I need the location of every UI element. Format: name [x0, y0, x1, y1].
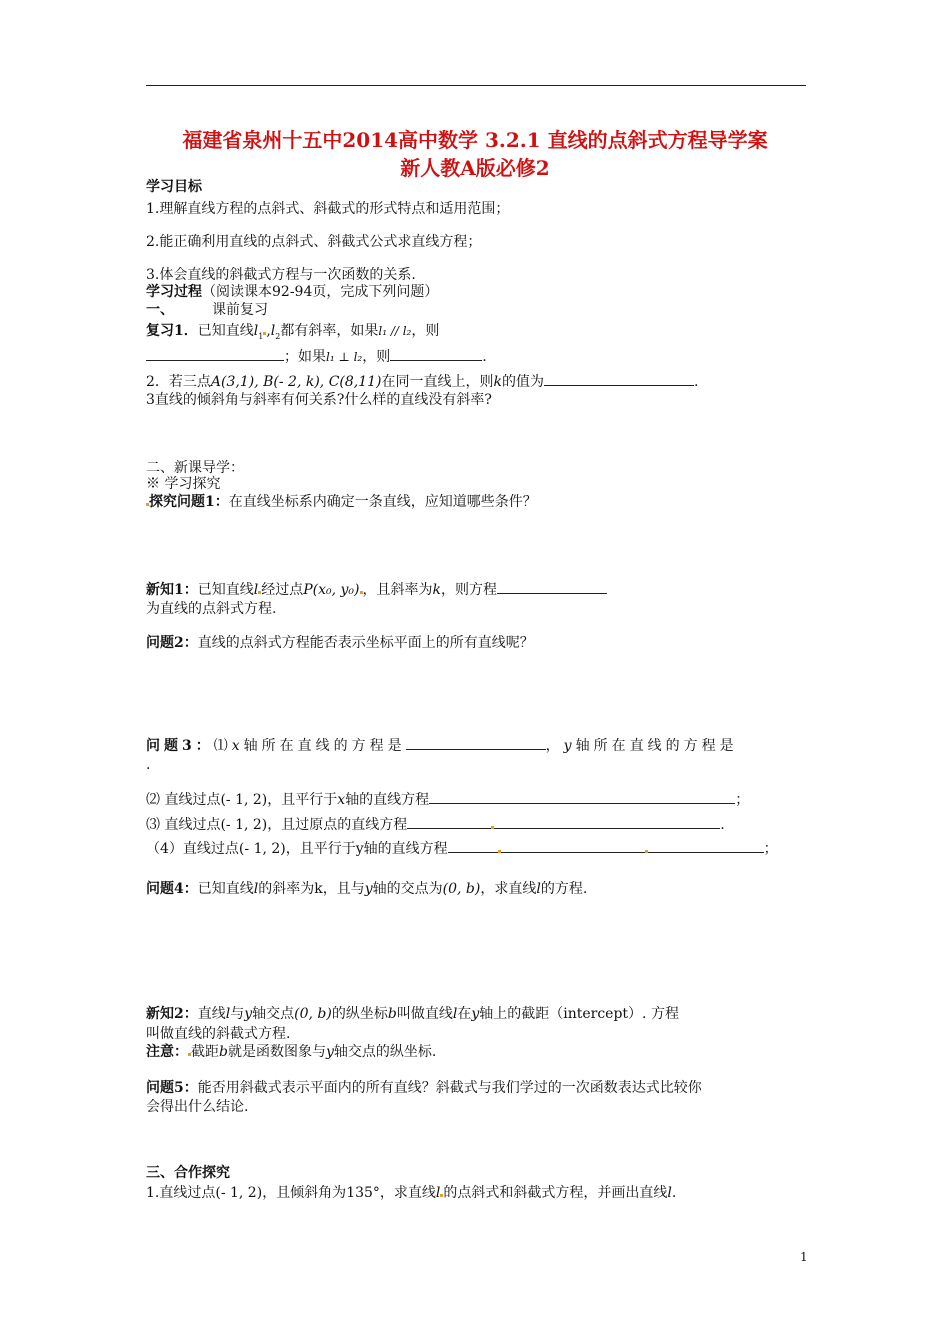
q2-line	[146, 634, 534, 652]
coop-item1-end: .	[671, 1185, 677, 1201]
nk2-line2: 叫做直线的斜截式方程.	[146, 1026, 291, 1042]
q4-text-c: 轴的交点为	[372, 881, 443, 897]
q3-3-text-b: ，且过原点的直线方程	[267, 817, 408, 833]
nk2-text-b: 与	[230, 1006, 245, 1022]
goal-item-1: 1.理解直线方程的点斜式、斜截式的形式特点和适用范围；	[146, 201, 510, 217]
review2-end: .	[694, 374, 699, 390]
answer-blank[interactable]	[497, 580, 607, 594]
q3-point: (- 1, 2)	[220, 792, 268, 808]
review1-text-a: 已知直线	[197, 323, 254, 339]
q5-line2: 会得出什么结论.	[146, 1099, 249, 1115]
q3-num: ⑴	[213, 738, 232, 754]
nk1-k: k	[432, 582, 441, 598]
nk2-text-f: 在	[457, 1006, 472, 1022]
q2-label: 问题2：	[146, 635, 198, 651]
q3-text-c: ，	[545, 738, 564, 754]
review1-line2	[146, 347, 487, 366]
answer-blank[interactable]	[429, 790, 735, 804]
q1-label: 探究问题1：	[149, 494, 229, 510]
q4-l: l	[253, 881, 259, 897]
q4-text-e: 的方程.	[540, 881, 588, 897]
answer-blank[interactable]	[407, 815, 491, 829]
q3-3-text-a: ⑶ 直线过点	[146, 817, 221, 833]
answer-blank[interactable]	[648, 839, 764, 853]
nk2-l: l	[225, 1006, 231, 1022]
q4-line	[146, 880, 587, 898]
nk2-text-g: 轴上的截距（intercept）. 方程	[479, 1006, 679, 1022]
q3-2-text-b: ，且平行于	[267, 792, 338, 808]
q2-text: 直线的点斜式方程能否表示坐标平面上的所有直线呢？	[197, 635, 534, 651]
process-note: （阅读课本92-94页，完成下列问题）	[202, 284, 439, 300]
process-heading: 学习过程	[146, 284, 202, 300]
review1-label: 复习1．	[146, 323, 198, 339]
nk2-text-a: 直线	[197, 1006, 226, 1022]
q3-3-line	[146, 815, 725, 834]
nk2-point: (0, b)	[294, 1006, 332, 1022]
coop-item1-text-b: ，且倾斜角为	[262, 1185, 347, 1201]
nk2-text-d: 的纵坐标	[331, 1006, 388, 1022]
coop-item1-point: (- 1, 2)	[215, 1185, 263, 1201]
note-y: y	[325, 1044, 334, 1060]
q4-text-a: 已知直线	[197, 881, 254, 897]
doc-title-line2: 新人教A版必修2	[400, 156, 550, 180]
review2-k: k	[493, 374, 502, 390]
coop-item1-text-a: 1.直线过点	[146, 1185, 216, 1201]
q3-label: 问题3：	[146, 738, 214, 754]
review2-points: A(3,1), B(- 2, k), C(8,11)	[210, 374, 382, 390]
review1-perp: l₁ ⊥ l₂	[326, 350, 363, 364]
q3-x: x	[231, 738, 244, 754]
section1-title: 课前复习	[212, 302, 268, 318]
q5-label: 问题5：	[146, 1080, 198, 1096]
q3-point: (- 1, 2)	[238, 841, 286, 857]
coop-item1-angle: 135°	[346, 1185, 380, 1201]
q5-line	[146, 1079, 702, 1097]
nk1-text-b: 经过点	[261, 582, 304, 598]
review1-l1: l	[253, 323, 259, 339]
review3: 3直线的倾斜角与斜率有何关系?什么样的直线没有斜率?	[146, 392, 492, 408]
q5-text-line1: 能否用斜截式表示平面内的所有直线？斜截式与我们学过的一次函数表达式比较你	[197, 1080, 702, 1096]
review2-text-a: 2．若三点	[146, 374, 211, 390]
header-rule	[146, 85, 806, 86]
review1-text-c: ，则	[411, 323, 440, 339]
q3-4-text-b: ，且平行于y轴的直线方程	[285, 841, 448, 857]
coop-item-1	[146, 1184, 676, 1202]
review2-text-b: 在同一直线上，则	[381, 374, 494, 390]
review1-line	[146, 322, 439, 346]
nk1-point: P(x₀, y₀)	[303, 582, 360, 598]
nk1-text-d: ，则方程	[441, 582, 497, 598]
q3-4-end: ；	[763, 841, 778, 857]
cooperation-heading: 三、合作探究	[146, 1165, 230, 1181]
nk2-y: y	[471, 1006, 480, 1022]
q3-text-d: 轴所在直线的方程是	[575, 738, 738, 754]
answer-blank[interactable]	[146, 347, 284, 361]
section1-num: 一、	[146, 302, 174, 318]
nk1-line2: 为直线的点斜式方程.	[146, 601, 277, 617]
q4-text-b: 的斜率为k，且与	[258, 881, 365, 897]
note-text-c: 轴交点的纵坐标.	[333, 1044, 437, 1060]
coop-item1-l: l	[435, 1185, 441, 1201]
nk2-l: l	[452, 1006, 458, 1022]
q3-point: (- 1, 2)	[220, 817, 268, 833]
q3-dot: .	[146, 757, 151, 773]
note-text-a: 截距	[191, 1044, 219, 1060]
q3-4-line	[146, 839, 778, 858]
nk1-line	[146, 580, 607, 599]
q3-line	[146, 736, 738, 755]
answer-blank[interactable]	[390, 347, 482, 361]
q3-2-x: x	[337, 792, 346, 808]
goal-item-2: 2.能正确利用直线的点斜式、斜截式公式求直线方程；	[146, 234, 482, 250]
q1-text: 在直线坐标系内确定一条直线，应知道哪些条件？	[228, 494, 537, 510]
coop-item1-text-d: 的点斜式和斜截式方程，并画出直线	[443, 1185, 668, 1201]
new-lesson-heading: 二、新课导学：	[146, 460, 244, 476]
q3-2-line	[146, 790, 749, 809]
note-label: 注意：	[146, 1044, 188, 1060]
new-lesson-subheading: ※ 学习探究	[146, 476, 221, 492]
answer-blank[interactable]	[494, 815, 720, 829]
q3-2-end: ；	[735, 792, 750, 808]
nk1-text-a: 已知直线	[197, 582, 254, 598]
nk2-b: b	[387, 1006, 397, 1022]
review1-sub1: 1	[258, 331, 264, 341]
q3-y: y	[563, 738, 576, 754]
review1-text-e: ，则	[362, 349, 391, 365]
answer-blank[interactable]	[406, 736, 546, 750]
process-heading-line	[146, 283, 438, 301]
q3-text-b: 轴所在直线的方程是	[243, 738, 406, 754]
q4-label: 问题4：	[146, 881, 198, 897]
q4-text-d: ，求直线	[480, 881, 537, 897]
review2-line	[146, 372, 698, 391]
answer-blank[interactable]	[448, 839, 498, 853]
q3-2-text-c: 轴的直线方程	[345, 792, 430, 808]
answer-blank[interactable]	[544, 372, 694, 386]
review2-text-c: 的值为	[502, 374, 544, 390]
nk1-text-c: ，且斜率为	[362, 582, 433, 598]
q3-2-text-a: ⑵ 直线过点	[146, 792, 221, 808]
review1-sub2: 2	[275, 331, 281, 341]
goal-item-3: 3.体会直线的斜截式方程与一次函数的关系.	[146, 267, 416, 283]
review1-comma: ,	[266, 323, 271, 339]
review1-parallel: l₁ // l₂	[378, 324, 412, 338]
nk2-label: 新知2：	[146, 1006, 198, 1022]
q3-4-text-a: （4）直线过点	[146, 841, 239, 857]
nk2-text-c: 轴交点	[252, 1006, 295, 1022]
q3-3-end: .	[720, 817, 725, 833]
doc-title-line1: 福建省泉州十五中2014高中数学 3.2.1 直线的点斜式方程导学案	[182, 128, 768, 152]
nk1-l: l	[253, 582, 259, 598]
coop-item1-text-c: ，求直线	[379, 1185, 436, 1201]
note-text-b: 就是函数图象与	[227, 1044, 326, 1060]
q4-point: (0, b)	[442, 881, 481, 897]
q4-y: y	[364, 881, 373, 897]
page-number: 1	[800, 1250, 808, 1264]
nk2-y: y	[244, 1006, 253, 1022]
nk1-label: 新知1：	[146, 582, 198, 598]
review1-l2: l	[270, 323, 276, 339]
review1-end: .	[482, 349, 487, 365]
review1-text-b: 都有斜率，如果	[280, 323, 379, 339]
coop-item1-l: l	[667, 1185, 672, 1201]
nk2-line	[146, 1005, 679, 1023]
review1-text-d: ；如果	[284, 349, 326, 365]
nk2-text-e: 叫做直线	[396, 1006, 453, 1022]
q1-line	[146, 493, 537, 511]
goals-heading: 学习目标	[146, 179, 202, 195]
note-b: b	[219, 1044, 228, 1060]
note-line	[146, 1043, 436, 1061]
answer-blank[interactable]	[501, 839, 645, 853]
q4-l: l	[536, 881, 541, 897]
